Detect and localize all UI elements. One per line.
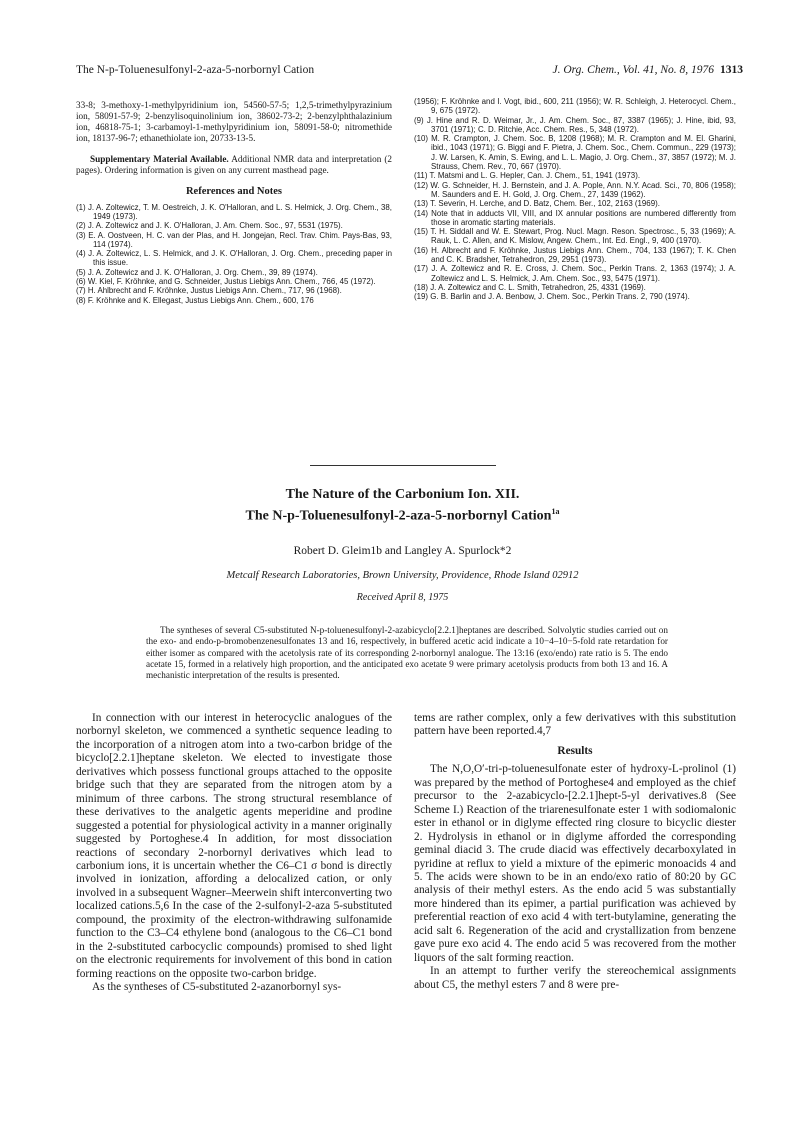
reference-item: (10) M. R. Crampton, J. Chem. Soc. B, 1208 (1968); M. R. Crampton and M. El. Gharini, ibid., 1043 (1971); G. Biggi and F. Pietra, J. Chem. Soc., Chem. Commun., 229 (1973); J. W. Larsen, K. Amin, S. Ewing, and L. L. Magio, J. Org. Chem., 37, 3857 (1972); M. J. Strauss, Chem. Rev., 70, 667 (1970).	[414, 134, 736, 172]
reference-item: (8) F. Kröhnke and K. Ellegast, Justus Liebigs Ann. Chem., 600, 176	[76, 295, 314, 305]
supplementary-label: Supplementary Material Available.	[90, 154, 229, 165]
article-title-line2	[0, 507, 805, 525]
references-list-right	[414, 97, 736, 302]
reference-item: (2) J. A. Zoltewicz and J. K. O'Halloran, J. Am. Chem. Soc., 97, 5531 (1975).	[76, 221, 343, 231]
supplementary-material	[76, 154, 392, 176]
reference-item: (14) Note that in adducts VII, VIII, and IX annular positions are numbered differently from those in aromatic starting materials.	[414, 208, 736, 227]
references-heading: References and Notes	[185, 185, 283, 197]
reference-item: (4) J. A. Zoltewicz, L. S. Helmick, and J. K. O'Halloran, J. Org. Chem., preceding paper in this issue.	[76, 249, 392, 268]
reference-item: (3) E. A. Oostveen, H. C. van der Plas, and H. Jongejan, Recl. Trav. Chim. Pays-Bas, 93, 114 (1974).	[76, 230, 392, 249]
reference-item: (6) W. Kiel, F. Kröhnke, and G. Schneider, Justus Liebigs Ann. Chem., 766, 45 (1972).	[76, 277, 376, 287]
body-paragraph: The N,O,O′-tri-p-toluenesulfonate ester of hydroxy-L-prolinol (1) was prepared by the method of Portoghese4 and employed as the chief precursor to the 2-azabicyclo-[2.2.1]hept-5-yl derivatives.8 (See Scheme I.) Reaction of the triarenesulfonate ester 1 with sodiomalonic ester in ethanol or in diglyme effected ring closure to bicyclic diester 2. Hydrolysis in ethanol or in diglyme afforded the corresponding geminal diacid 3. The crude diacid was effectively decarboxylated in pyridine at reflux to yield a mixture of the epimeric monoacids 4 and 5. The acids were shown to be in an endo/exo ratio of 80:20 by GC analysis of their methyl esters. As the endo acid 5 was substantially more hindered than its epimer, a partial purification was achieved by preferential reaction of exo acid 4 with tert-butylamine, generating the acid salt 6. Regeneration of the acid and crystallization from benzene gave pure exo acid 4. The endo acid 5 was recovered from the mother liquors of the salt forming reaction.	[414, 763, 736, 964]
body-paragraph: In connection with our interest in heterocyclic analogues of the norbornyl skeleton, we commenced a synthetic sequence leading to the incorporation of a nitrogen atom into a two-carbon bridge of the bicyclo[2.2.1]heptane skeleton. We elected to investigate those derivatives which possess functional groups attached to the opposite bridge such that they are separated from the nitrogen atom by a minimum of three carbons. The strong structural resemblance of these derivatives to the analgetic agents meperidine and prodine suggested a potential for physiological activity in a manner originally suggested by Portoghese.4 In addition, for most dissociation reactions of secondary 2-norbornyl derivatives which lead to carbonium ions, it is uncertain whether the C6–C1 σ bond is directly involved in ionization, affording a delocalized cation, or only involved in a subsequent Wagner–Meerwein shift interconverting two localized cations.5,6 In the case of the 2-sulfonyl-2-aza 5-substituted compound, the proximity of the electron-withdrawing sulfonamide function to the C3–C4 ethylene bond (analogous to the C6–C1 bond in the 2-substituted carbocyclic compounds) promised to shed light on the electronic requirements for involvement of this bond in cation forming reactions on the opposite two-carbon bridge.	[76, 712, 392, 980]
reference-item: (18) J. A. Zoltewicz and C. L. Smith, Tetrahedron, 25, 4331 (1969).	[414, 282, 646, 292]
body-left-column	[76, 712, 392, 995]
received-date: Received April 8, 1975	[356, 592, 449, 603]
reference-item: (1956); F. Kröhnke and I. Vogt, ibid., 600, 211 (1956); W. R. Schleigh, J. Heterocycl. Chem., 9, 675 (1972).	[414, 97, 736, 116]
journal-citation: J. Org. Chem., Vol. 41, No. 8, 1976	[552, 64, 714, 76]
body-paragraph: In an attempt to further verify the stereochemical assignments about C5, the methyl esters 7 and 8 were pre-	[414, 965, 736, 991]
page-number: 1313	[720, 64, 743, 76]
running-header-title: The N-p-Toluenesulfonyl-2-aza-5-norbornyl Cation	[76, 64, 315, 76]
reference-item: (19) G. B. Barlin and J. A. Benbow, J. Chem. Soc., Perkin Trans. 2, 790 (1974).	[414, 292, 690, 302]
reference-item: (12) W. G. Schneider, H. J. Bernstein, and J. A. Pople, Ann. N.Y. Acad. Sci., 70, 806 (1958); M. Saunders and E. H. Gold, J. Org. Chem., 27, 1439 (1962).	[414, 180, 736, 199]
running-header-journal	[552, 64, 743, 76]
previous-article-left-column	[76, 100, 392, 305]
results-heading: Results	[557, 744, 593, 757]
references-list-left	[76, 203, 392, 305]
reference-item: (5) J. A. Zoltewicz and J. K. O'Halloran, J. Org. Chem., 39, 89 (1974).	[76, 267, 318, 277]
article-abstract: The syntheses of several C5-substituted N-p-toluenesulfonyl-2-azabicyclo[2.2.1]heptanes are described. Solvolytic studies carried out on the exo- and endo-p-bromobenzenesulfonates 13 and 16, respectively, in buffered acetic acid indicate a 10−4–10−5-fold rate retardation for either isomer as compared with the acetolysis rate of its corresponding 2-norbornyl analogue. The 13:16 (exo/endo) rate ratio is 5. The endo acetate 15, formed in a relatively high proportion, and the anticipated exo acetate 9 were primary acetolysis products from both 13 and 16. A mechanistic interpretation of the results is presented.	[146, 625, 668, 681]
reference-item: (1) J. A. Zoltewicz, T. M. Oestreich, J. K. O'Halloran, and L. S. Helmick, J. Org. Chem., 38, 1949 (1973).	[76, 202, 392, 221]
reference-item: (15) T. H. Siddall and W. E. Stewart, Prog. Nucl. Magn. Reson. Spectrosc., 5, 33 (1969); A. Rauk, L. C. Allen, and K. Mislow, Angew. Chem., Int. Ed. Engl., 9, 400 (1970).	[414, 227, 736, 246]
reference-item: (9) J. Hine and R. D. Weimar, Jr., J. Am. Chem. Soc., 87, 3387 (1965); J. Hine, ibid, 93, 3701 (1971); C. D. Ritchie, Acc. Chem. Res., 5, 348 (1972).	[414, 115, 736, 134]
article-affiliation: Metcalf Research Laboratories, Brown University, Providence, Rhode Island 02912	[226, 570, 579, 581]
registry-numbers: 33-8; 3-methoxy-1-methylpyridinium ion, 54560-57-5; 1,2,5-trimethylpyrazinium ion, 58091-57-9; 2-benzylisoquinolinium ion, 38602-73-2; 2-benzylphthalazinium ion, 46818-75-1; 3-carbamoyl-1-methylpyridinium ion, 58091-58-0; nitromethide ion, 18137-96-7; ethanethiolate ion, 20733-13-5.	[76, 100, 392, 144]
title-footnote-mark: 1a	[551, 507, 560, 516]
body-right-column	[414, 712, 736, 992]
section-divider	[310, 465, 496, 466]
article-authors: Robert D. Gleim1b and Langley A. Spurlock*2	[293, 545, 512, 557]
reference-item: (7) H. Ahlbrecht and F. Kröhnke, Justus Liebigs Ann. Chem., 717, 96 (1968).	[76, 286, 342, 296]
reference-item: (11) T. Matsmi and L. G. Hepler, Can. J. Chem., 51, 1941 (1973).	[414, 171, 641, 181]
article-title-text: The N-p-Toluenesulfonyl-2-aza-5-norbornyl Cation	[245, 508, 552, 524]
reference-item: (17) J. A. Zoltewicz and R. E. Cross, J. Chem. Soc., Perkin Trans. 2, 1363 (1974); J. A. Zoltewicz and L. S. Helmick, J. Am. Chem. Soc., 93, 5475 (1971).	[414, 264, 736, 283]
reference-item: (13) T. Severin, H. Lerche, and D. Batz, Chem. Ber., 102, 2163 (1969).	[414, 199, 660, 209]
supplementary-text: Additional NMR data and interpretation (2 pages). Ordering information is given on any current masthead page.	[76, 154, 392, 176]
article-title-line1: The Nature of the Carbonium Ion. XII.	[285, 487, 520, 502]
body-paragraph: As the syntheses of C5-substituted 2-azanorbornyl sys-	[92, 981, 342, 994]
reference-item: (16) H. Albrecht and F. Kröhnke, Justus Liebigs Ann. Chem., 704, 133 (1967); T. K. Chen and C. K. Bradsher, Tetrahedron, 29, 2951 (1973).	[414, 245, 736, 265]
body-paragraph: tems are rather complex, only a few derivatives with this substitution pattern have been reported.4,7	[414, 712, 736, 738]
